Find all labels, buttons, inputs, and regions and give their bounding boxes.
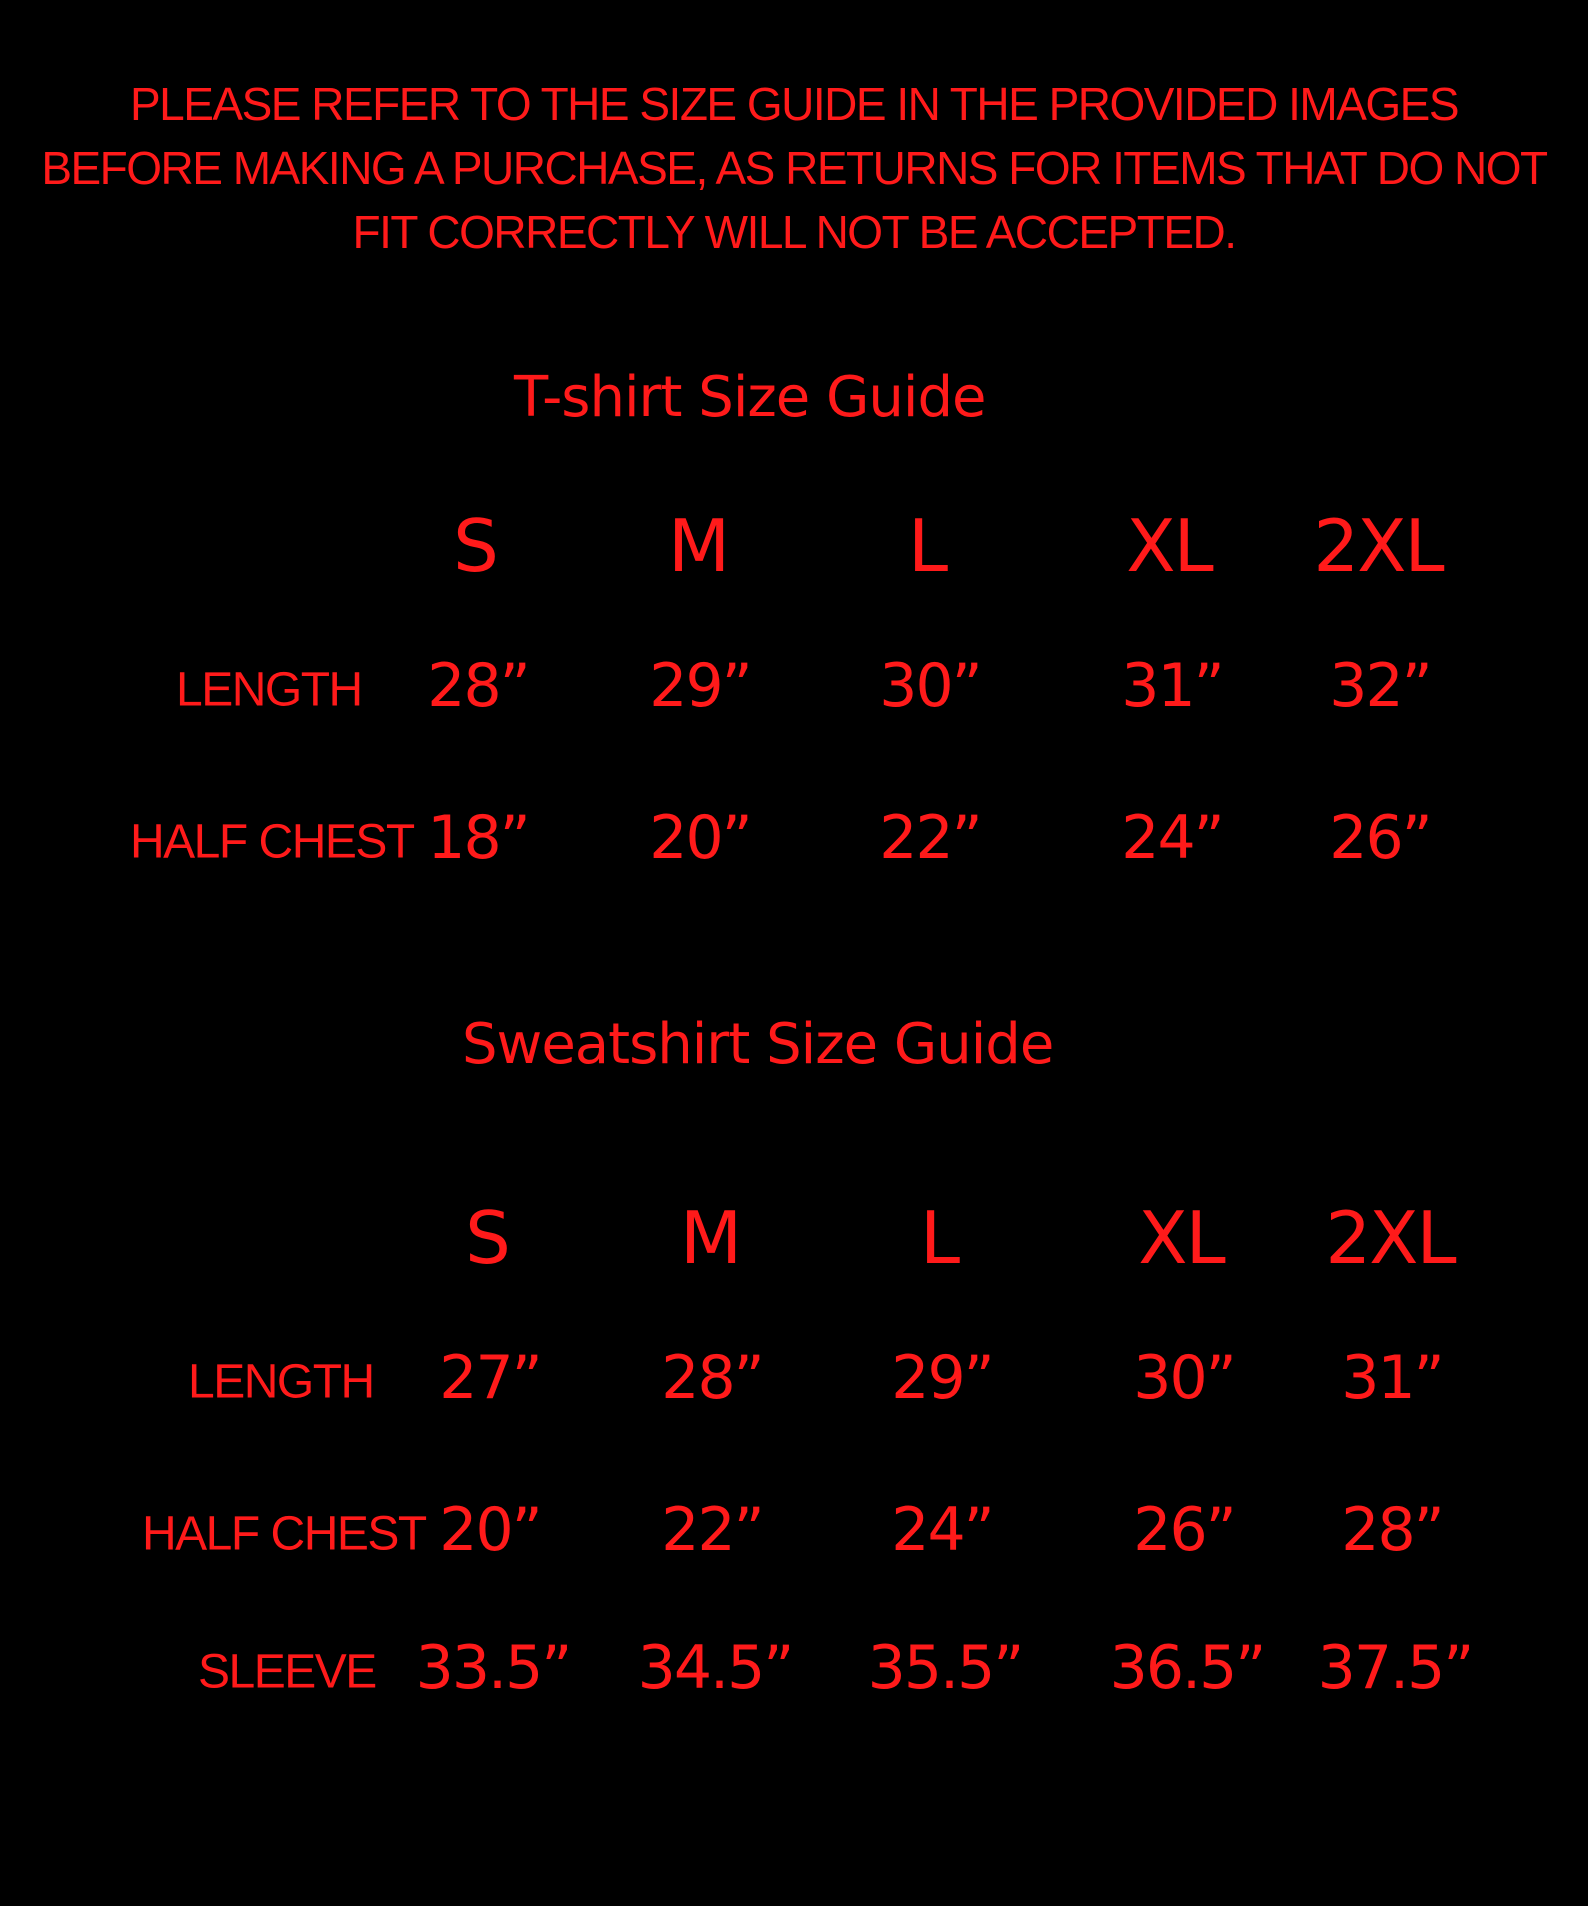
sweatshirt-chest-2xl: 28” [1341, 1495, 1443, 1565]
tshirt-size-2xl: 2XL [1313, 504, 1443, 588]
tshirt-row-label-half-chest: HALF CHEST [130, 815, 414, 869]
sweatshirt-chest-l: 24” [891, 1495, 993, 1565]
sweatshirt-chest-xl: 26” [1133, 1495, 1235, 1565]
sweatshirt-sleeve-m: 34.5” [637, 1633, 793, 1703]
tshirt-size-s: S [453, 504, 497, 588]
sweatshirt-sleeve-xl: 36.5” [1109, 1633, 1265, 1703]
tshirt-size-l: L [907, 504, 947, 588]
tshirt-chest-xl: 24” [1121, 803, 1223, 873]
sweatshirt-length-xl: 30” [1133, 1343, 1235, 1413]
sweatshirt-chest-s: 20” [439, 1495, 541, 1565]
sweatshirt-row-label-length: LENGTH [188, 1355, 374, 1409]
sweatshirt-length-l: 29” [891, 1343, 993, 1413]
returns-notice: PLEASE REFER TO THE SIZE GUIDE IN THE PROVIDED IMAGES BEFORE MAKING A PURCHASE, AS RETURNS FOR ITEMS THAT DO NOT FIT CORRECTLY WILL NOT BE ACCEPTED. [41, 78, 1547, 258]
tshirt-size-xl: XL [1126, 504, 1212, 588]
tshirt-size-m: M [667, 504, 729, 588]
tshirt-guide-title: T-shirt Size Guide [514, 365, 986, 430]
tshirt-chest-s: 18” [427, 803, 529, 873]
tshirt-chest-m: 20” [649, 803, 751, 873]
tshirt-chest-l: 22” [879, 803, 981, 873]
sweatshirt-row-label-half-chest: HALF CHEST [142, 1507, 426, 1561]
tshirt-length-2xl: 32” [1329, 651, 1431, 721]
tshirt-row-label-length: LENGTH [176, 663, 362, 717]
tshirt-length-l: 30” [879, 651, 981, 721]
tshirt-chest-2xl: 26” [1329, 803, 1431, 873]
sweatshirt-size-s: S [465, 1196, 509, 1280]
sweatshirt-length-m: 28” [661, 1343, 763, 1413]
sweatshirt-sleeve-l: 35.5” [867, 1633, 1023, 1703]
sweatshirt-row-label-sleeve: SLEEVE [198, 1645, 376, 1699]
sweatshirt-sleeve-2xl: 37.5” [1317, 1633, 1473, 1703]
sweatshirt-sleeve-s: 33.5” [415, 1633, 571, 1703]
sweatshirt-length-2xl: 31” [1341, 1343, 1443, 1413]
tshirt-length-xl: 31” [1121, 651, 1223, 721]
sweatshirt-chest-m: 22” [661, 1495, 763, 1565]
tshirt-length-s: 28” [427, 651, 529, 721]
sweatshirt-size-l: L [919, 1196, 959, 1280]
sweatshirt-size-m: M [679, 1196, 741, 1280]
tshirt-length-m: 29” [649, 651, 751, 721]
sweatshirt-size-2xl: 2XL [1325, 1196, 1455, 1280]
sweatshirt-guide-title: Sweatshirt Size Guide [462, 1012, 1054, 1077]
sweatshirt-size-xl: XL [1138, 1196, 1224, 1280]
sweatshirt-length-s: 27” [439, 1343, 541, 1413]
